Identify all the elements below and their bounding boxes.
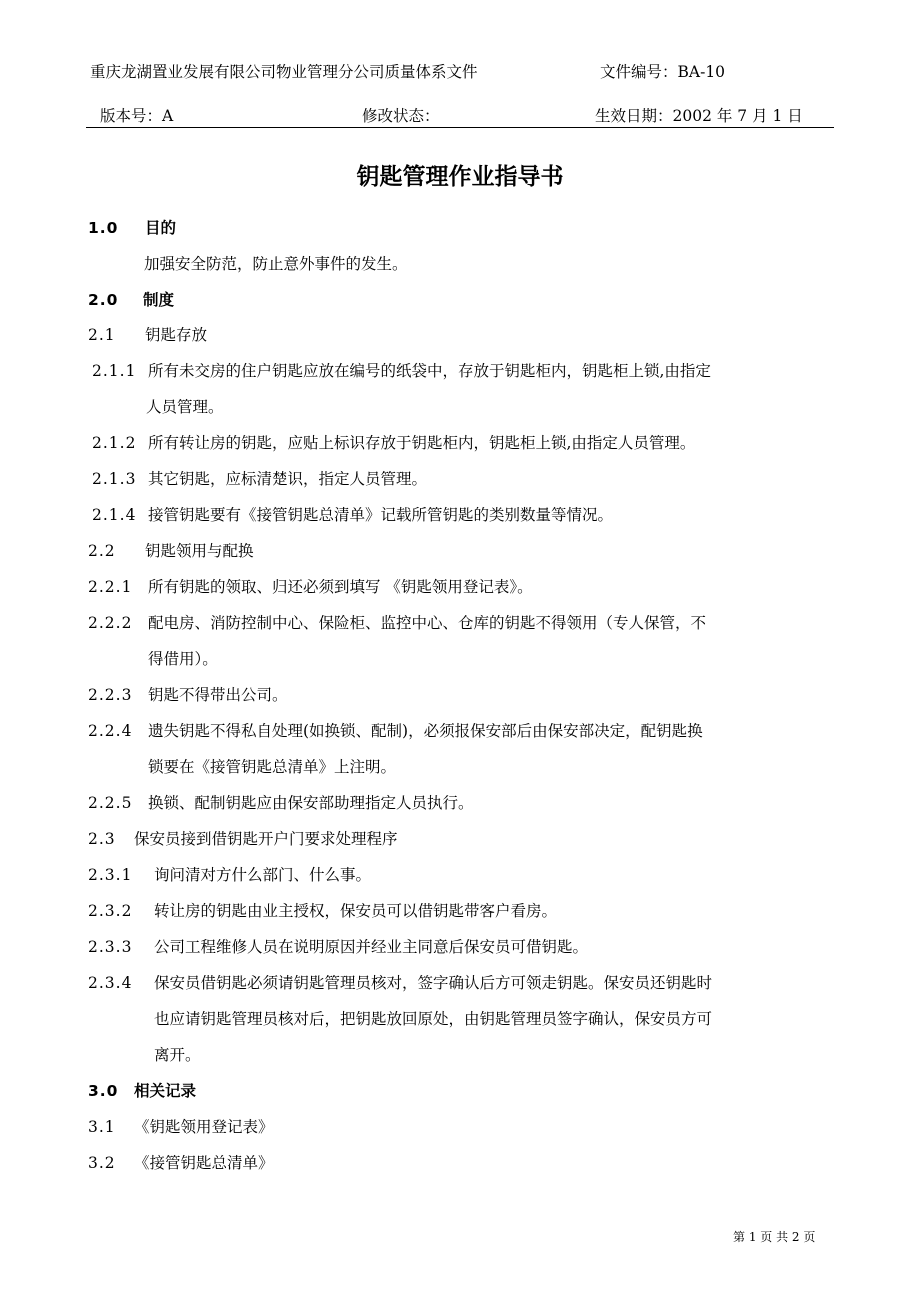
clause-text: 询问清对方什么部门、什么事。 — [154, 866, 372, 884]
section-number: 1.0 — [88, 219, 119, 237]
record-title: 《接管钥匙总清单》 — [134, 1154, 274, 1172]
section-number: 2.0 — [88, 291, 119, 309]
section-text: 保安员接到借钥匙开户门要求处理程序 — [134, 830, 398, 848]
doc-number: 文件编号：BA-10 — [600, 63, 726, 81]
clause-number: 2.1.2 — [92, 434, 137, 452]
clause-number: 2.2.2 — [88, 614, 133, 632]
clause-number: 2.1.3 — [92, 470, 137, 488]
subsection-line — [88, 829, 398, 849]
company-doc-header: 重庆龙湖置业发展有限公司物业管理分公司质量体系文件 — [90, 63, 478, 81]
section-number: 2.2 — [88, 542, 116, 560]
clause-continuation — [148, 757, 396, 777]
clause-text: 锁要在《接管钥匙总清单》上注明。 — [148, 758, 397, 776]
section-number: 3.0 — [88, 1082, 119, 1100]
clause-text: 人员管理。 — [146, 398, 224, 416]
clause-line — [88, 973, 712, 993]
clause-number: 2.2.5 — [88, 794, 133, 812]
clause-number: 2.3.3 — [88, 938, 133, 956]
section-number: 2.3 — [88, 830, 116, 848]
version-label: 版本号：A — [100, 107, 174, 125]
section-heading — [88, 290, 174, 310]
clause-text: 公司工程维修人员在说明原因并经业主同意后保安员可借钥匙。 — [154, 938, 589, 956]
clause-number: 2.3.2 — [88, 902, 133, 920]
clause-text: 换锁、配制钥匙应由保安部助理指定人员执行。 — [148, 794, 474, 812]
effective-date: 生效日期：2002 年 7 月 1 日 — [595, 107, 803, 125]
section-number: 3.1 — [88, 1118, 116, 1136]
clause-text: 离开。 — [154, 1046, 201, 1064]
section-number: 3.2 — [88, 1154, 116, 1172]
clause-number: 2.1.1 — [92, 362, 137, 380]
clause-number: 2.1.4 — [92, 506, 137, 524]
clause-text: 转让房的钥匙由业主授权，保安员可以借钥匙带客户看房。 — [154, 902, 558, 920]
clause-line — [88, 721, 703, 741]
clause-text: 保安员借钥匙必须请钥匙管理员核对，签字确认后方可领走钥匙。保安员还钥匙时 — [154, 974, 713, 992]
paragraph-line — [144, 254, 408, 274]
record-line — [88, 1153, 274, 1173]
clause-line — [92, 505, 613, 525]
paragraph-text: 加强安全防范，防止意外事件的发生。 — [144, 255, 408, 273]
clause-text: 钥匙不得带出公司。 — [148, 686, 288, 704]
clause-number: 2.2.1 — [88, 578, 133, 596]
clause-text: 所有转让房的钥匙，应贴上标识存放于钥匙柜内，钥匙柜上锁,由指定人员管理。 — [148, 434, 696, 452]
clause-line — [92, 469, 427, 489]
subsection-line — [88, 325, 207, 345]
revision-label: 修改状态： — [362, 107, 440, 125]
clause-line — [88, 901, 557, 921]
section-text: 相关记录 — [134, 1082, 197, 1100]
clause-text: 得借用）。 — [148, 650, 218, 668]
clause-text: 所有钥匙的领取、归还必须到填写 《钥匙领用登记表》。 — [148, 578, 533, 596]
header-rule — [86, 127, 834, 128]
clause-line — [92, 361, 711, 381]
clause-text: 配电房、消防控制中心、保险柜、监控中心、仓库的钥匙不得领用（专人保管，不 — [148, 614, 707, 632]
clause-number: 2.2.4 — [88, 722, 133, 740]
section-text: 钥匙存放 — [145, 326, 208, 344]
clause-line — [92, 433, 695, 453]
clause-continuation — [148, 649, 218, 669]
clause-text: 其它钥匙，应标清楚识，指定人员管理。 — [148, 470, 428, 488]
clause-line — [88, 937, 588, 957]
clause-continuation — [154, 1045, 201, 1065]
section-heading — [88, 1081, 196, 1101]
clause-text: 所有未交房的住户钥匙应放在编号的纸袋中，存放于钥匙柜内，钥匙柜上锁,由指定 — [148, 362, 711, 380]
clause-text: 接管钥匙要有《接管钥匙总清单》记载所管钥匙的类别数量等情况。 — [148, 506, 614, 524]
page-number: 第 1 页 共 2 页 — [733, 1230, 816, 1244]
clause-line — [88, 577, 533, 597]
section-heading — [88, 218, 176, 238]
section-text: 制度 — [143, 291, 175, 309]
section-text: 钥匙领用与配换 — [145, 542, 254, 560]
clause-line — [88, 613, 706, 633]
section-number: 2.1 — [88, 326, 116, 344]
clause-number: 2.2.3 — [88, 686, 133, 704]
clause-text: 遗失钥匙不得私自处理(如换锁、配制)，必须报保安部后由保安部决定，配钥匙换 — [148, 722, 703, 740]
record-line — [88, 1117, 274, 1137]
clause-line — [88, 793, 474, 813]
clause-continuation — [146, 397, 224, 417]
clause-number: 2.3.4 — [88, 974, 133, 992]
record-title: 《钥匙领用登记表》 — [134, 1118, 274, 1136]
clause-text: 也应请钥匙管理员核对后，把钥匙放回原处，由钥匙管理员签字确认，保安员方可 — [154, 1010, 713, 1028]
clause-line — [88, 865, 371, 885]
section-text: 目的 — [145, 219, 177, 237]
clause-number: 2.3.1 — [88, 866, 133, 884]
clause-line — [88, 685, 288, 705]
page-title: 钥匙管理作业指导书 — [356, 164, 564, 190]
clause-continuation — [154, 1009, 712, 1029]
subsection-line — [88, 541, 254, 561]
